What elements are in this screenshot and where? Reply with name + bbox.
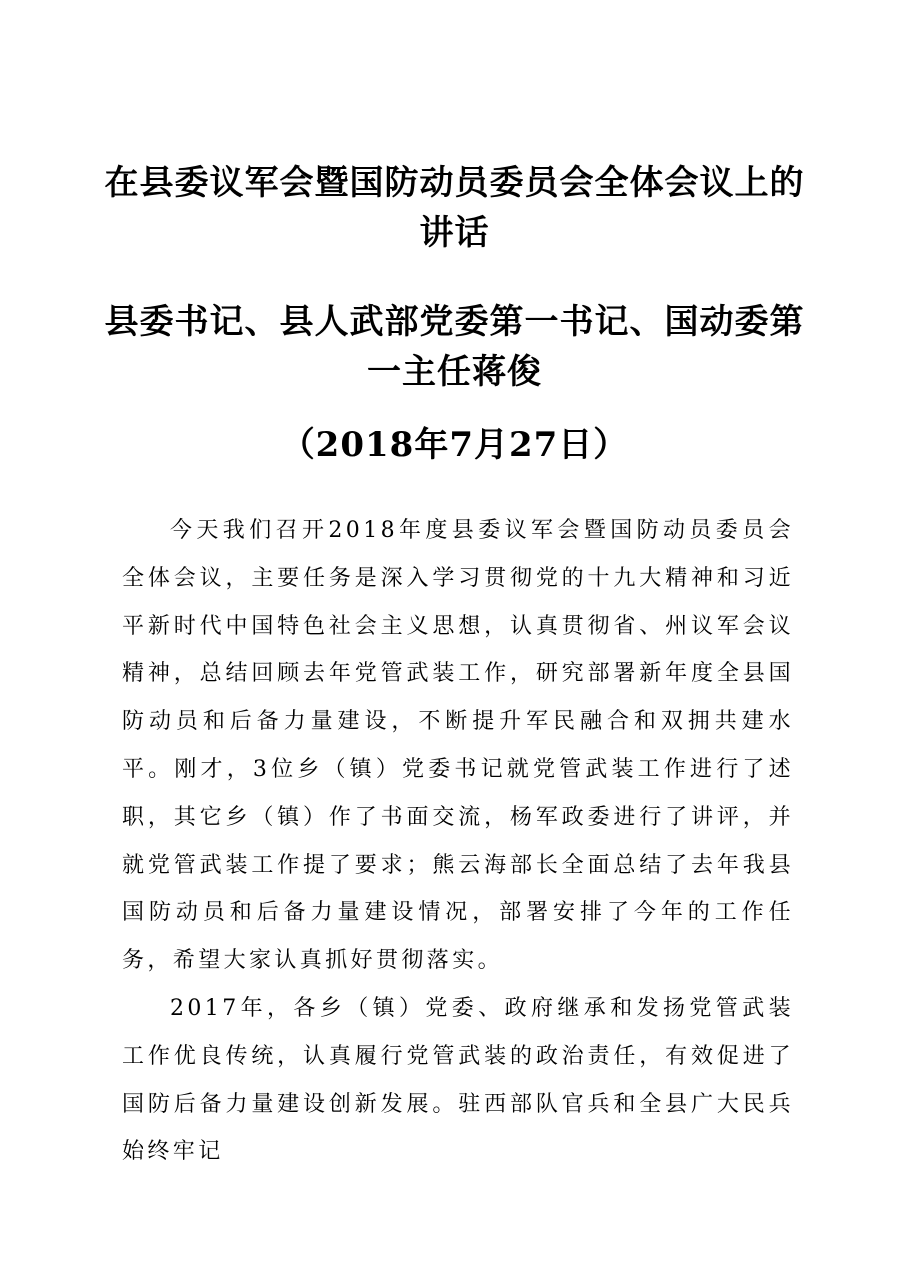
body-paragraph: 2017年，各乡（镇）党委、政府继承和发扬党管武装工作优良传统，认真履行党管武装的政治责任，有效促进了国防后备力量建设创新发展。驻西部队官兵和全县广大民兵始终牢记 xyxy=(122,996,794,1165)
body-paragraph: 今天我们召开2018年度县委议军会暨国防动员委员会全体会议，主要任务是深入学习贯彻党的十九大精神和习近平新时代中国特色社会主义思想，认真贯彻省、州议军会议精神，总结回顾去年党管武装工作，研究部署新年度全县国防动员和后备力量建设，不断提升军民融合和双拥共建水平。刚才，3位乡（镇）党委书记就党管武装工作进行了述职，其它乡（镇）作了书面交流，杨军政委进行了讲评，并就党管武装工作提了要求；熊云海部长全面总结了去年我县国防动员和后备力量建设情况，部署安排了今年的工作任务，希望大家认真抓好贯彻落实。 xyxy=(122,518,794,974)
date-line: （2018年7月27日） xyxy=(280,425,629,465)
author-line: 县委书记、县人武部党委第一书记、国动委第一主任蒋俊 xyxy=(104,302,805,392)
document-title: 在县委议军会暨国防动员委员会全体会议上的讲话 xyxy=(104,163,805,253)
